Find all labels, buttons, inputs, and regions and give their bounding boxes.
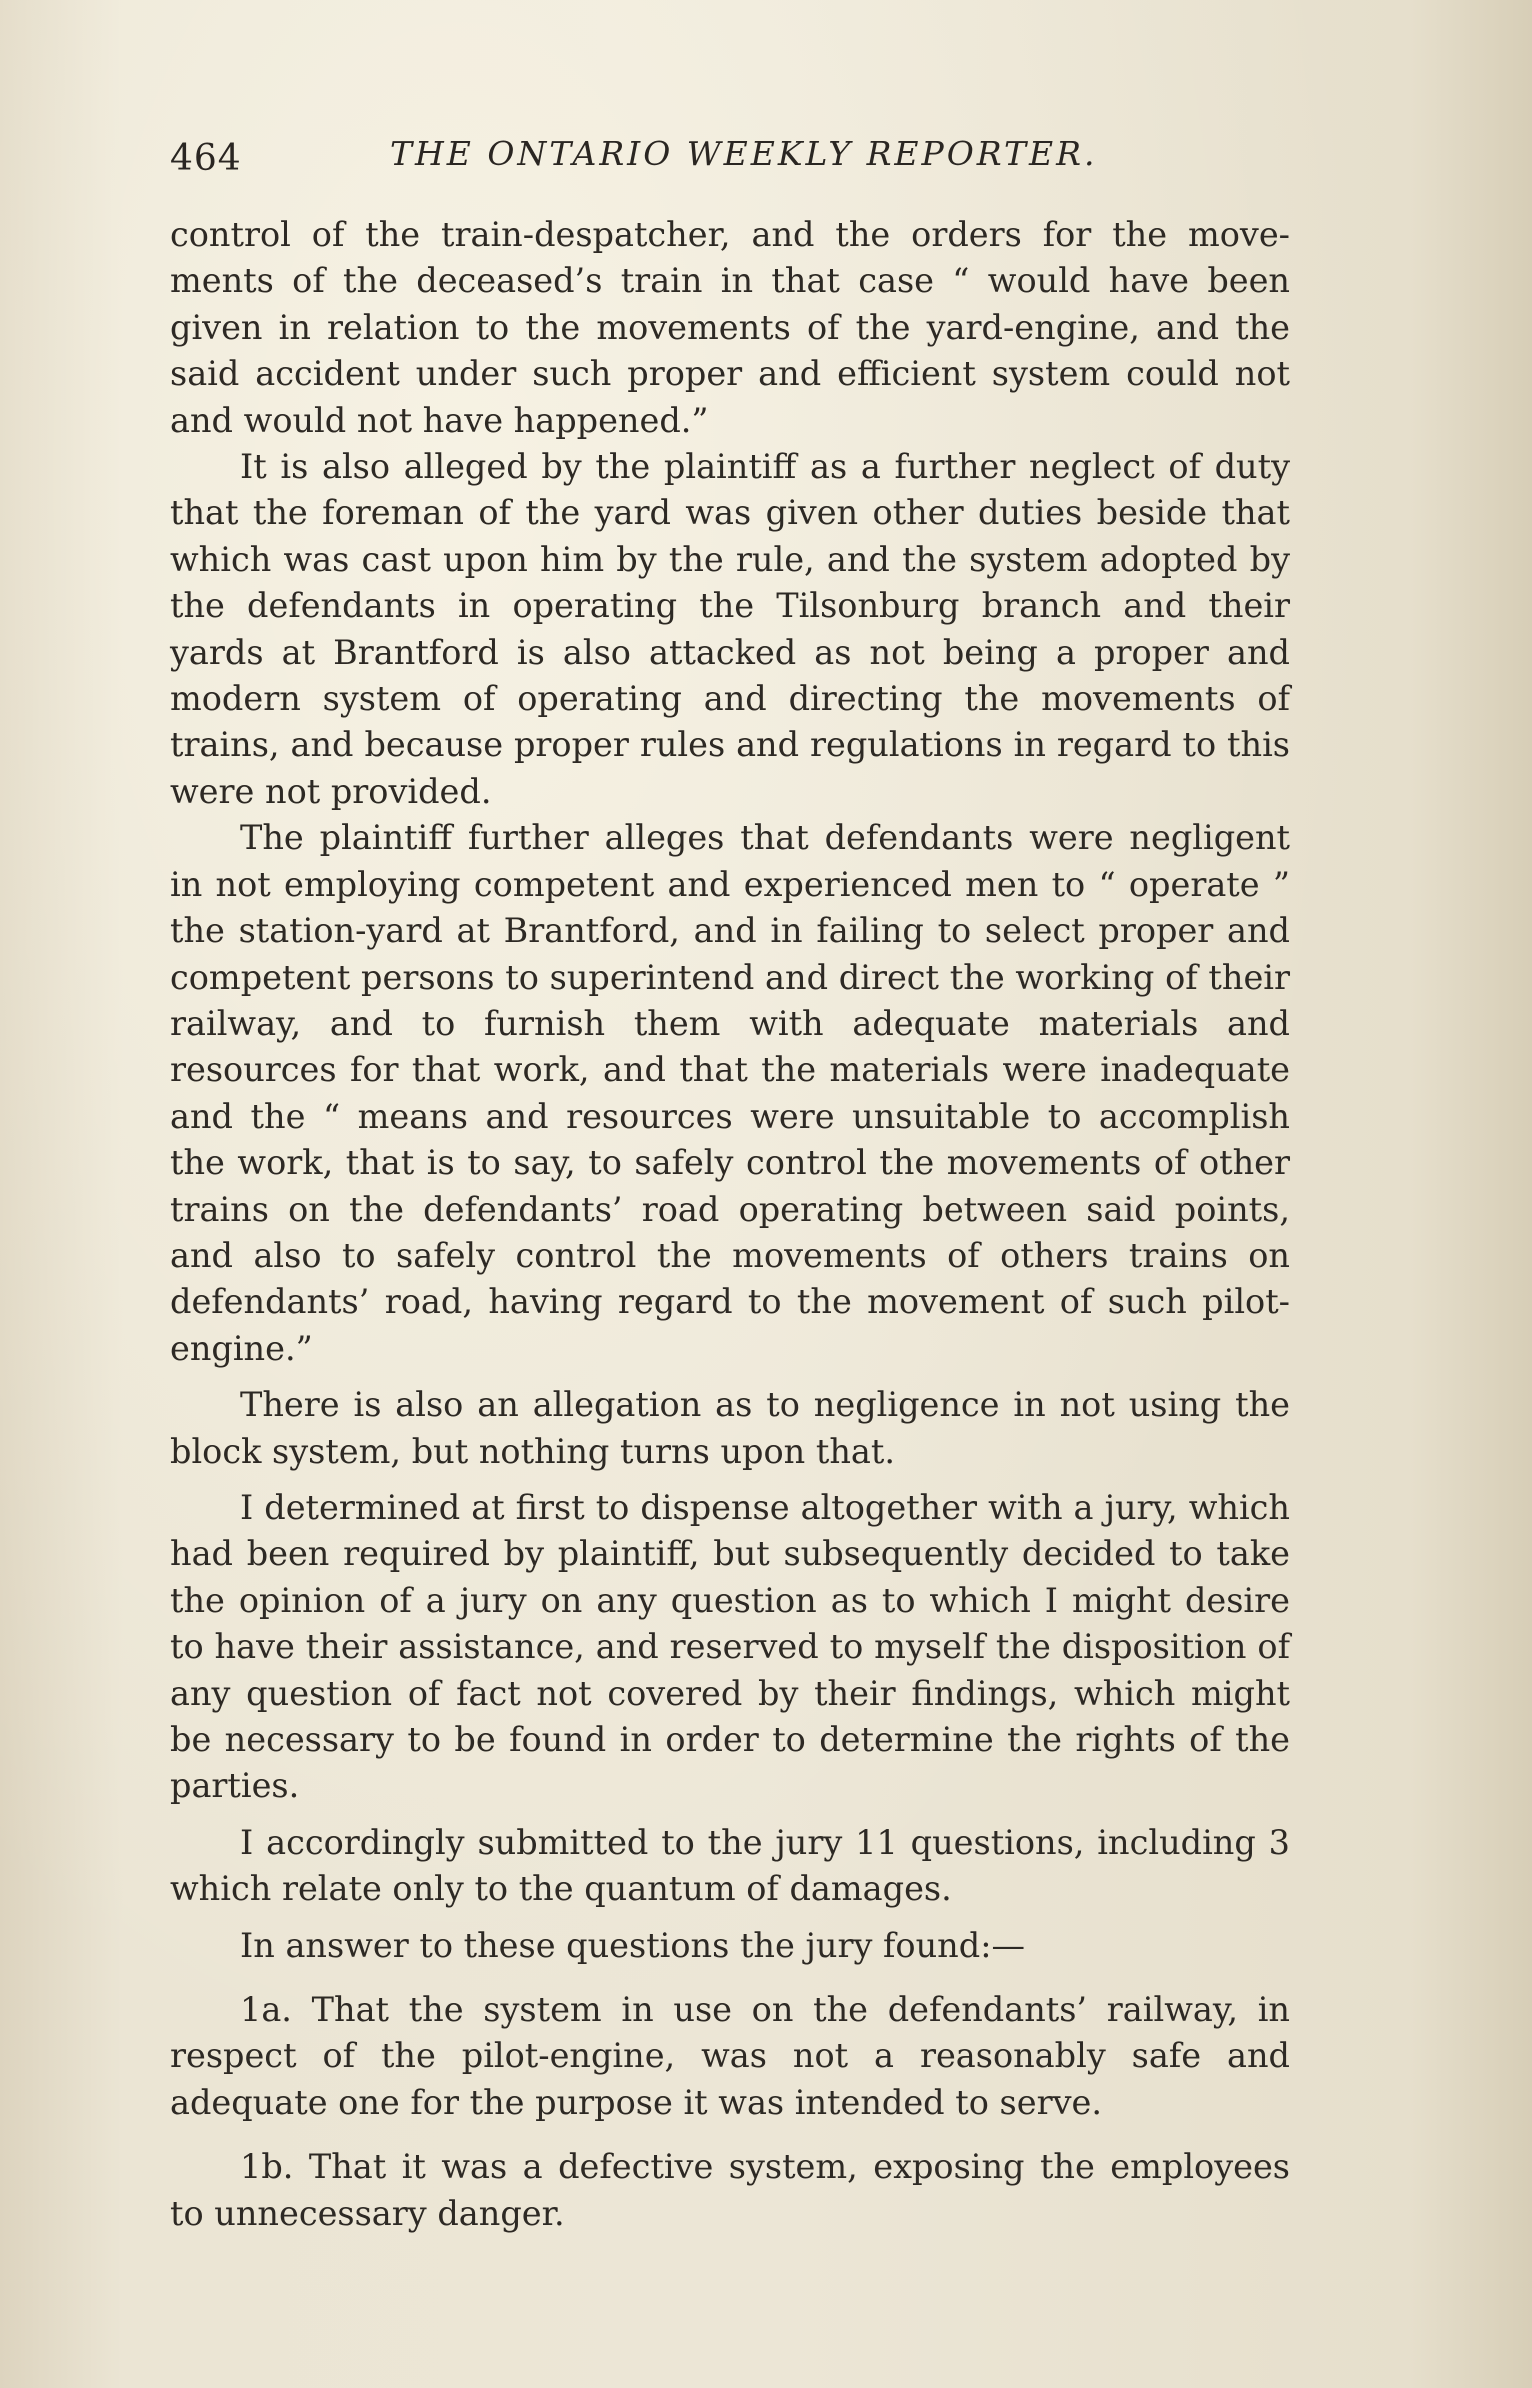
body-text [170, 212, 1290, 2237]
running-title: THE ONTARIO WEEKLY REPORTER. [390, 134, 1098, 173]
page-number: 464 [170, 138, 242, 179]
paragraph-3: The plaintiff further alleges that defendants were negligent in not employing competent and experienced men to “ operate ” the station-yard at Brantford, and in failing to select proper and competent persons to superintend and direct the working of their railway, and to furnish them with adequate materials and resources for that work, and that the materials were inadequate and the “ means and resources were unsuitable to accomplish the work, that is to say, to safely control the movements of other trains on the defendants’ road operating between said points, and also to safely control the movements of others trains on defendants’ road, having regard to the movement of such pilot-engine.” [170, 818, 1290, 1368]
paragraph-7: In answer to these questions the jury found:— [240, 1925, 1025, 1965]
paragraph-6: I accordingly submitted to the jury 11 questions, including 3 which relate only to the quantum of damages. [170, 1822, 1290, 1909]
page-header [170, 128, 1300, 188]
paragraph-9: 1b. That it was a defective system, exposing the employees to unnecessary danger. [170, 2147, 1290, 2233]
paragraph-2: It is also alleged by the plaintiff as a further neglect of duty that the foreman of the yard was given other duties beside that which was cast upon him by the rule, and the system adopted by the defendants in operating the Tilsonburg branch and their yards at Brantford is also attacked as not being a proper and modern system of operating and directing the movements of trains, and because proper rules and regulations in regard to this were not provided. [170, 447, 1290, 811]
paragraph-5: I determined at first to dispense altogether with a jury, which had been required by plaintiff, but subsequently decided to take the opinion of a jury on any question as to which I might desire to have their assistance, and reserved to myself the disposition of any question of fact not covered by their findings, which might be necessary to be found in order to determine the rights of the parties. [170, 1487, 1290, 1806]
paragraph-4: There is also an allegation as to negligence in not using the block system, but nothing turns upon that. [170, 1385, 1290, 1471]
paragraph-8: 1a. That the system in use on the defendants’ railway, in respect of the pilot-engine, was not a reasonably safe and adequate one for the purpose it was intended to serve. [170, 1990, 1290, 2122]
paragraph-1: control of the train-despatcher, and the orders for the movements of the deceased’s train in that case “ would have been given in relation to the movements of the yard-engine, and the said accident under such proper and efficient system could not and would not have happened.” [170, 215, 1290, 440]
